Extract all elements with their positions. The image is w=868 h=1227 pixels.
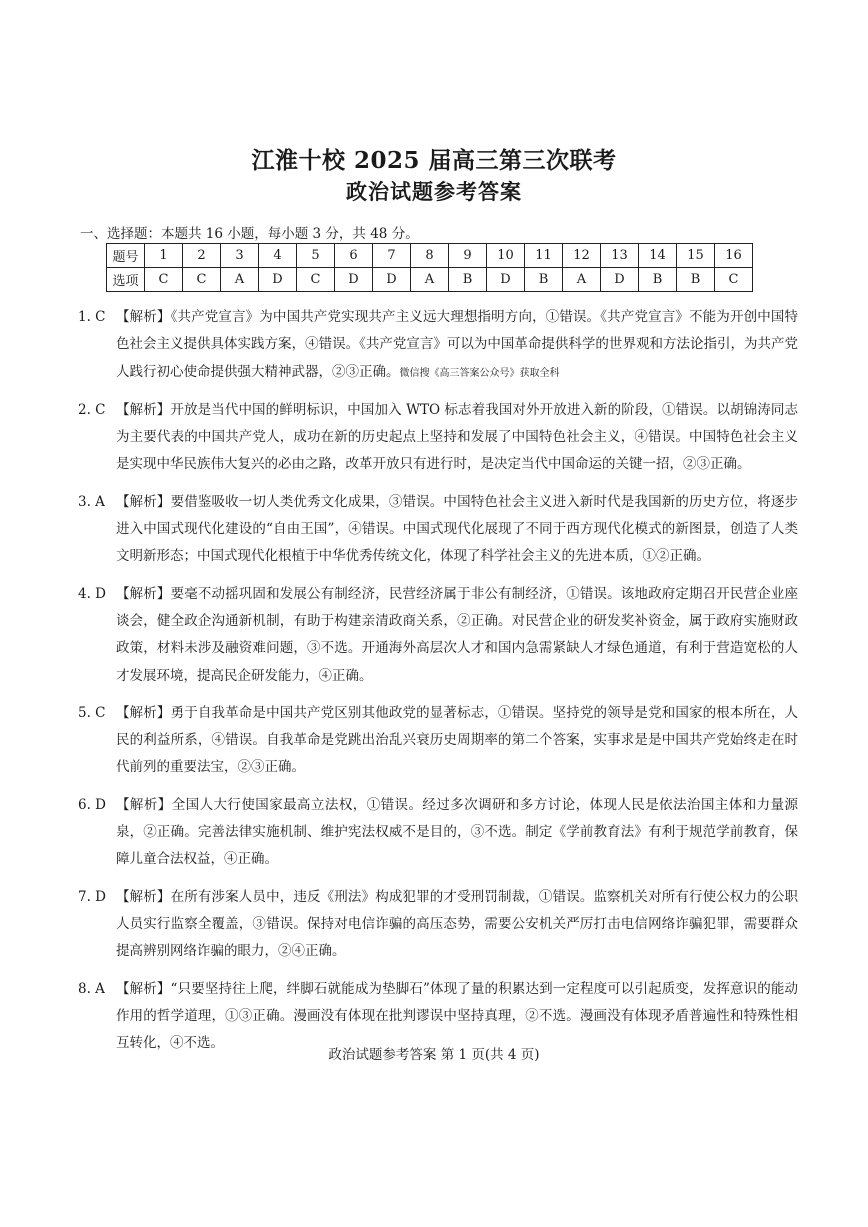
item-analysis-tag: 【解析】 <box>116 704 171 721</box>
question-number-cell: 16 <box>715 244 753 268</box>
answer-cell: C <box>145 268 183 292</box>
item-analysis-tag: 【解析】 <box>116 309 171 325</box>
item-number: 3. A <box>78 493 105 510</box>
question-number-cell: 7 <box>373 244 411 268</box>
answer-cell: A <box>563 268 601 292</box>
question-number-cell: 1 <box>145 244 183 268</box>
section-heading: 一、选择题：本题共 16 小题，每小题 3 分，共 48 分。 <box>80 226 419 242</box>
answer-cell: C <box>183 268 221 292</box>
answer-table-number-row <box>107 244 753 268</box>
answer-cell: D <box>487 268 525 292</box>
item-number: 5. C <box>78 704 106 721</box>
answer-cell: D <box>601 268 639 292</box>
question-number-cell: 2 <box>183 244 221 268</box>
page-subtitle: 政治试题参考答案 <box>346 179 522 204</box>
item-number: 7. D <box>78 888 106 905</box>
explanation-item <box>78 884 798 966</box>
item-text: 要借鉴吸收一切人类优秀文化成果，③错误。中国特色社会主义进入新时代是我国新的历史方位，将逐步进入中国式现代化建设的“自由王国”，④错误。中国式现代化展现了不同于西方现代化模式的新图景，创造了人类文明新形态；中国式现代化根植于中华优秀传统文化，体现了科学社会主义的先进本质，①②正确。 <box>116 493 799 565</box>
item-number: 4. D <box>78 585 106 602</box>
answer-cell: D <box>373 268 411 292</box>
explanation-item <box>78 792 798 874</box>
question-number-cell: 14 <box>639 244 677 268</box>
item-text: 全国人大行使国家最高立法权，①错误。经过多次调研和多方讨论，体现人民是依法治国主体和力量源泉，②正确。完善法律实施机制、维护宪法权威不是目的，③不选。制定《学前教育法》有利于规范学前教育，保障儿童合法权益，④正确。 <box>116 796 799 868</box>
answer-cell: B <box>449 268 487 292</box>
item-number: 1. C <box>78 309 106 325</box>
item-analysis-tag: 【解析】 <box>116 980 171 997</box>
question-number-cell: 3 <box>221 244 259 268</box>
answer-cell: B <box>525 268 563 292</box>
question-number-cell: 11 <box>525 244 563 268</box>
page-footer: 政治试题参考答案 第 1 页(共 4 页) <box>328 1047 540 1063</box>
item-text: 勇于自我革命是中国共产党区别其他政党的显著标志，①错误。坚持党的领导是党和国家的根本所在，人民的利益所系，④错误。自我革命是党跳出治乱兴衰历史周期率的第二个答案，实事求是是中国共产党始终走在时代前列的重要法宝，②③正确。 <box>116 704 799 776</box>
item-number: 8. A <box>78 980 105 997</box>
explanation-item <box>78 397 798 479</box>
item-text: 要毫不动摇巩固和发展公有制经济，民营经济属于非公有制经济，①错误。该地政府定期召开民营企业座谈会，健全政企沟通新机制，有助于构建亲清政商关系，②正确。对民营企业的研发奖补资金，属于政府实施财政政策，材料未涉及融资难问题，③不选。开通海外高层次人才和国内急需紧缺人才绿色通道，有利于营造宽松的人才发展环境，提高民企研发能力，④正确。 <box>116 585 799 684</box>
question-number-cell: 10 <box>487 244 525 268</box>
question-number-cell: 9 <box>449 244 487 268</box>
item-analysis-tag: 【解析】 <box>116 796 172 813</box>
item-analysis-tag: 【解析】 <box>116 401 171 418</box>
explanation-list <box>78 304 798 1067</box>
answer-cell: A <box>221 268 259 292</box>
question-number-cell: 12 <box>563 244 601 268</box>
question-number-cell: 4 <box>259 244 297 268</box>
question-number-cell: 13 <box>601 244 639 268</box>
answer-cell: C <box>297 268 335 292</box>
answer-cell: A <box>411 268 449 292</box>
item-text: 在所有涉案人员中，违反《刑法》构成犯罪的才受刑罚制裁，①错误。监察机关对所有行使公权力的公职人员实行监察全覆盖，③错误。保持对电信诈骗的高压态势，需要公安机关严厉打击电信网络诈骗犯罪，需要群众提高辨别网络诈骗的眼力，②④正确。 <box>116 888 799 960</box>
item-number: 2. C <box>78 401 106 418</box>
answer-cell: B <box>639 268 677 292</box>
item-note: 微信搜《高三答案公众号》获取全科 <box>399 367 560 379</box>
answer-table-row-label: 题号 <box>107 244 145 268</box>
question-number-cell: 8 <box>411 244 449 268</box>
item-analysis-tag: 【解析】 <box>116 585 171 602</box>
item-text: 《共产党宣言》为中国共产党实现共产主义远大理想指明方向，①错误。《共产党宣言》不能为开创中国特色社会主义提供具体实践方案，④错误。《共产党宣言》可以为中国革命提供科学的世界观和方法论指引，为共产党人践行初心使命提供强大精神武器，②③正确。 <box>116 309 799 380</box>
answer-table <box>106 243 753 292</box>
answer-cell: C <box>715 268 753 292</box>
explanation-item <box>78 581 798 690</box>
answer-cell: D <box>259 268 297 292</box>
answer-cell: D <box>335 268 373 292</box>
item-analysis-tag: 【解析】 <box>116 888 171 905</box>
explanation-item <box>78 304 798 387</box>
question-number-cell: 5 <box>297 244 335 268</box>
item-text: “只要坚持往上爬，绊脚石就能成为垫脚石”体现了量的积累达到一定程度可以引起质变，发挥意识的能动作用的哲学道理，①③正确。漫画没有体现在批判谬误中坚持真理，②不选。漫画没有体现矛盾普遍性和特殊性相互转化，④不选。 <box>116 980 799 1052</box>
answer-table-row-label: 选项 <box>107 268 145 292</box>
item-text: 开放是当代中国的鲜明标识，中国加入 WTO 标志着我国对外开放进入新的阶段，①错误。以胡锦涛同志为主要代表的中国共产党人，成功在新的历史起点上坚持和发展了中国特色社会主义，④错误。中国特色社会主义是实现中华民族伟大复兴的必由之路，改革开放只有进行时，是决定当代中国命运的关键一招，②③正确。 <box>116 401 799 473</box>
page-title: 江淮十校 2025 届高三第三次联考 <box>251 147 617 174</box>
explanation-item <box>78 489 798 571</box>
question-number-cell: 6 <box>335 244 373 268</box>
item-number: 6. D <box>78 796 106 813</box>
item-analysis-tag: 【解析】 <box>116 493 171 510</box>
explanation-item <box>78 700 798 782</box>
question-number-cell: 15 <box>677 244 715 268</box>
answer-cell: B <box>677 268 715 292</box>
answer-table-answer-row <box>107 268 753 292</box>
